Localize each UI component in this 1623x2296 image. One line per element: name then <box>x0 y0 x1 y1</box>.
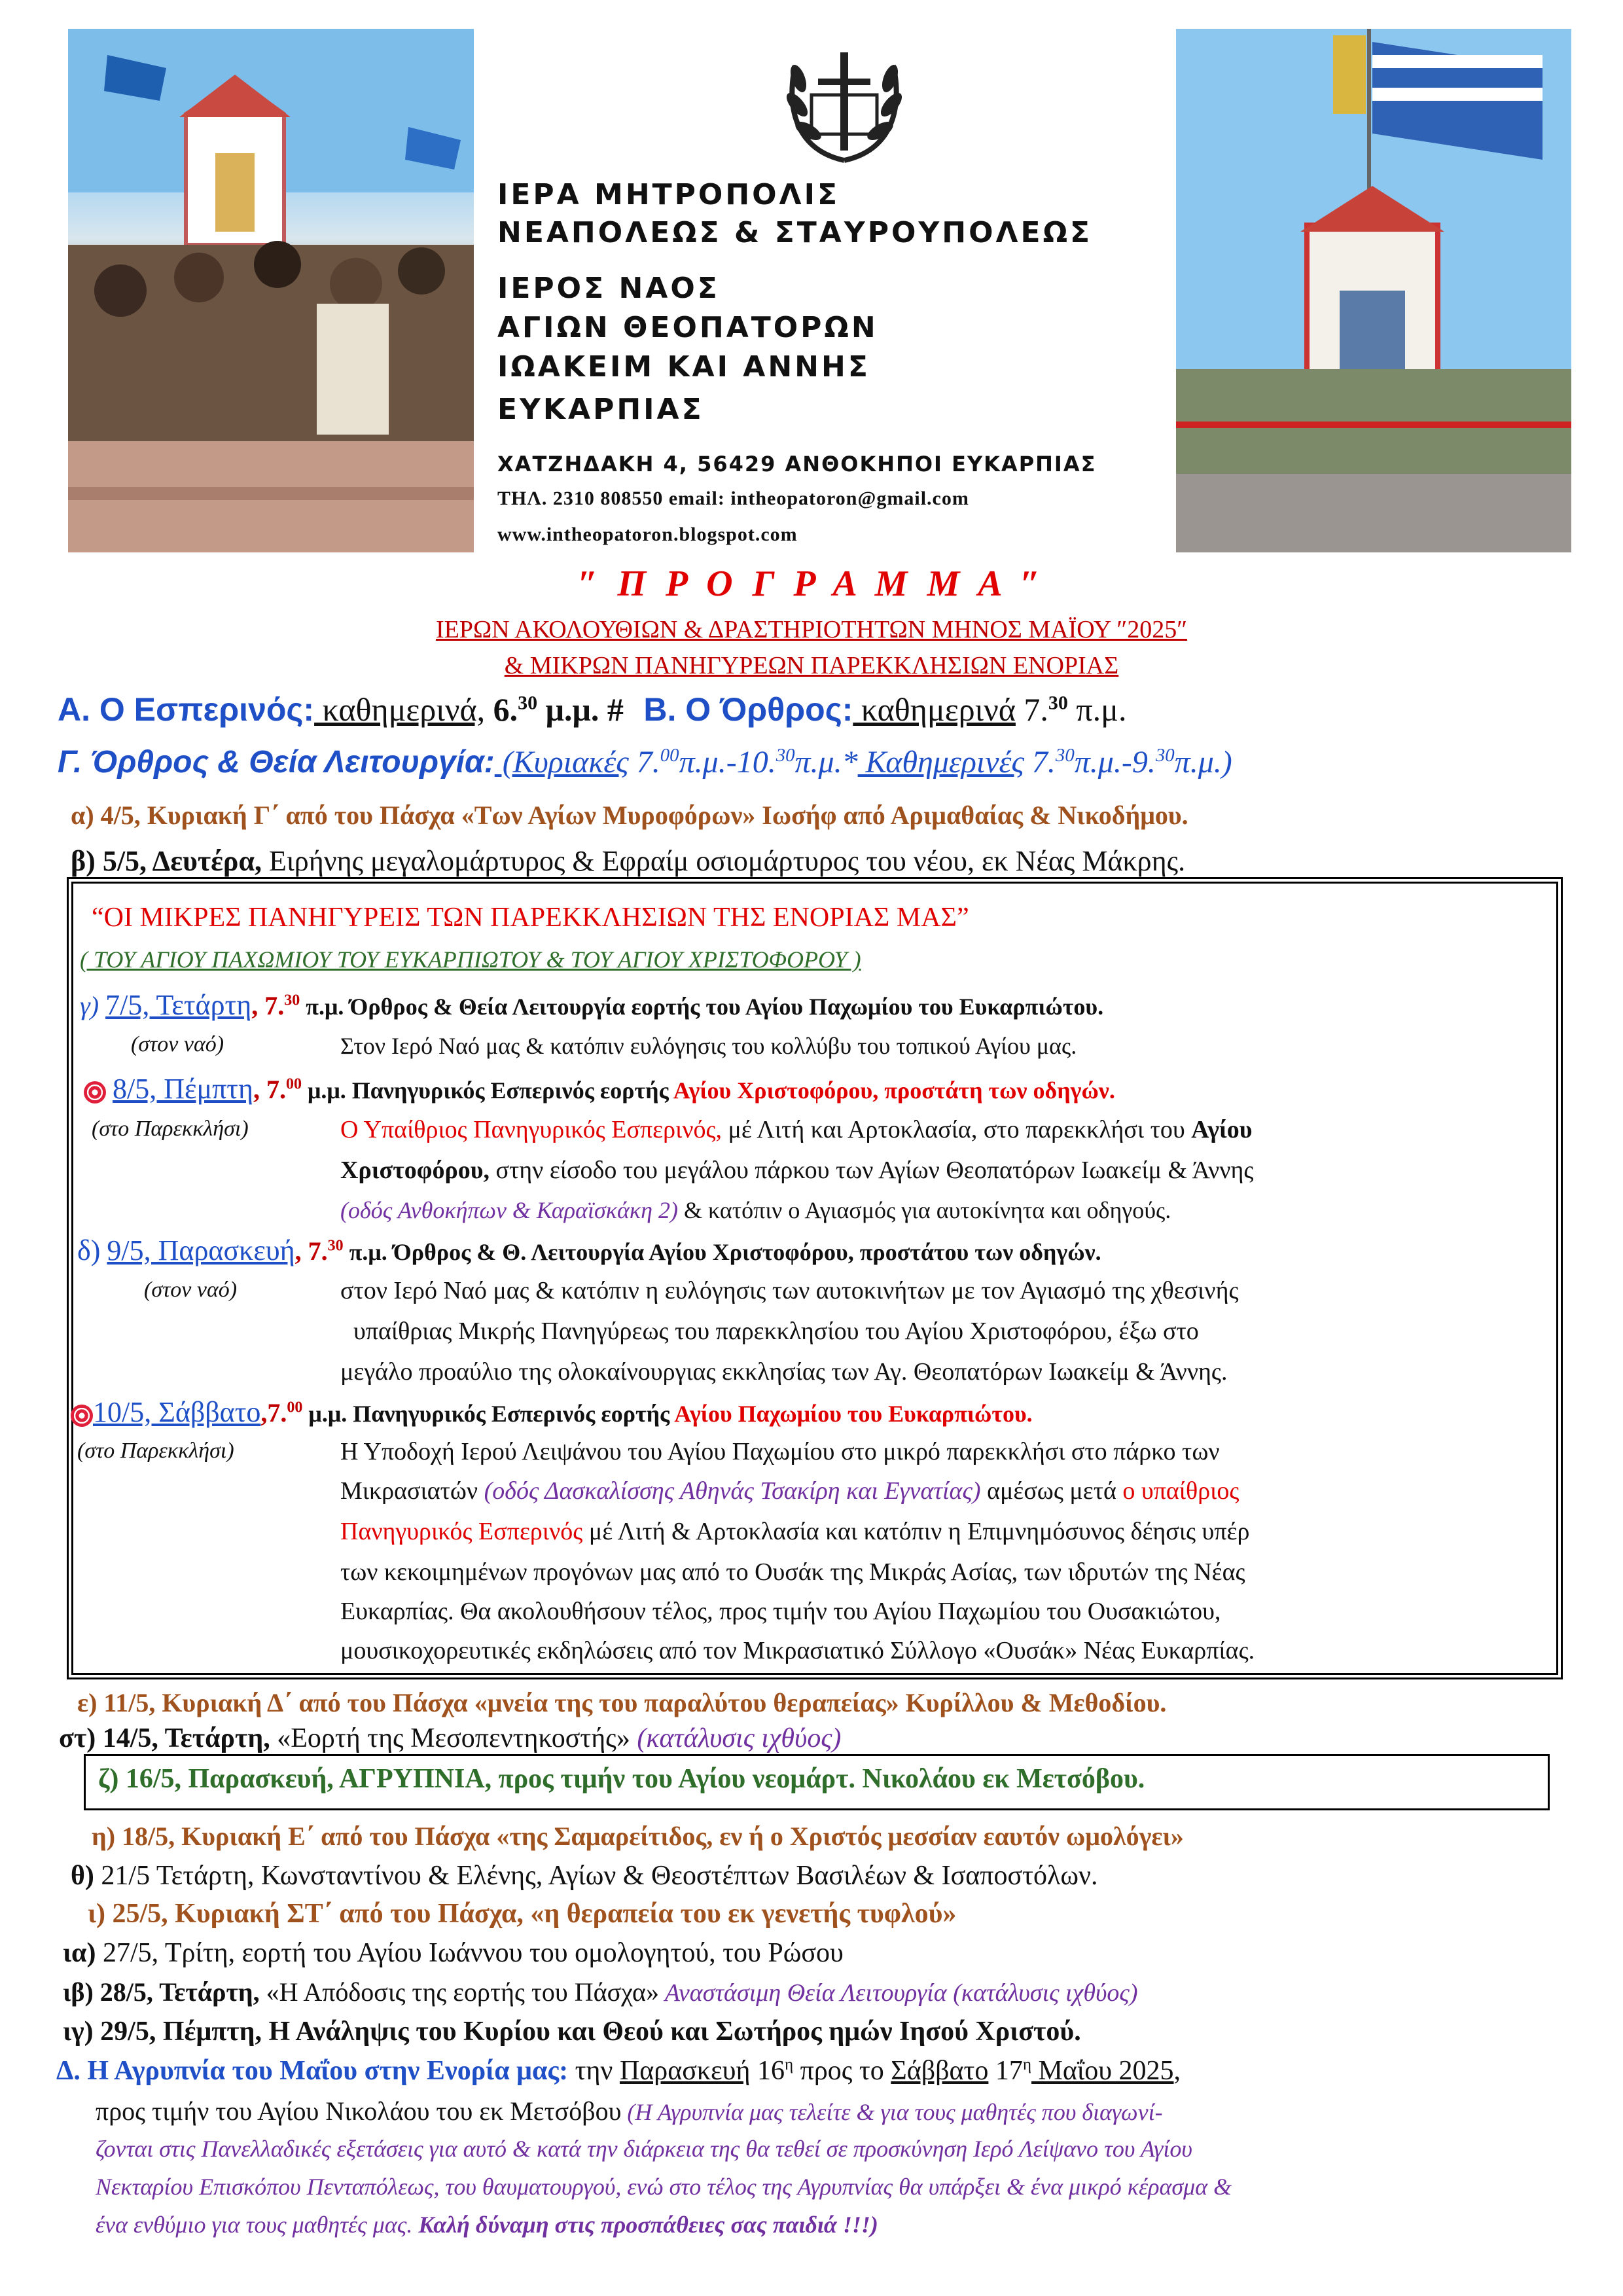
item-i: η) 18/5, Κυριακή Ε΄ από του Πάσχα «της Σαμαρείτιδος, εν ή ο Χριστός μεσσίαν εαυτόν ωμολόγει» <box>92 1821 1184 1851</box>
box-item-d-prefix: δ) <box>77 1234 101 1266</box>
liturgy-time4-sup: 30 <box>1155 745 1175 766</box>
box-item-d-desc1: στον Ιερό Ναό μας & κατόπιν η ευλόγησις των αυτοκινήτων με τον Αγιασμό της χθεσινής <box>340 1277 1239 1304</box>
section-d-line5 <box>96 2211 878 2238</box>
box-item-g-date: 7/5, Τετάρτη <box>105 989 252 1021</box>
liturgy-weekdays: Καθημερινές <box>857 745 1024 780</box>
box-item-saturday-desc6: μουσικοχορευτικές εκδηλώσεις από τον Μικρασιατικό Σύλλογο «Ουσάκ» Νέας Ευκαρπίας. <box>340 1637 1255 1664</box>
orthros-unit: π.μ. <box>1067 691 1127 728</box>
vespers-text: καθημερινά, <box>314 691 486 728</box>
section-d-friday: Παρασκευή <box>619 2056 751 2086</box>
line-vespers-orthros <box>58 691 1126 728</box>
liturgy-time3-sup: 30 <box>1055 745 1075 766</box>
header-org-line1: ΙΕΡΑ ΜΗΤΡΟΠΟΛΙΣ <box>497 178 840 211</box>
box-item-thursday-desc1-text: μέ Λιτή και Αρτοκλασία, στο παρεκκλήσι του <box>722 1116 1192 1143</box>
box-item-thursday-desc1-bold: Αγίου <box>1191 1116 1253 1143</box>
box-item-thursday-desc2-text: στην είσοδο του μεγάλου πάρκου των Αγίων Θεοπατόρων Ιωακείμ & Άννης <box>490 1157 1254 1184</box>
orthros-time-sup: 30 <box>1048 692 1068 714</box>
section-d-saturday: Σάββατο <box>891 2056 989 2086</box>
section-d-t1: την <box>568 2056 620 2086</box>
header-temple-line4: ΕΥΚΑΡΠΙΑΣ <box>497 393 704 426</box>
box-item-thursday-desc1-red: Ο Υπαίθριος Πανηγυρικός Εσπερινός, <box>340 1116 722 1143</box>
program-subtitle-2: & ΜΙΚΡΩΝ ΠΑΝΗΓΥΡΕΩΝ ΠΑΡΕΚΚΛΗΣΙΩΝ ΕΝΟΡΙΑΣ <box>504 652 1119 679</box>
box-item-thursday-time: , 7. <box>253 1075 286 1104</box>
item-e: ε) 11/5, Κυριακή Δ΄ από του Πάσχα «μνεία της του παραλύτου θεραπείας» Κυρίλλου & Μεθοδίου. <box>77 1688 1167 1717</box>
box-item-thursday-place: (στο Παρεκκλήσι) <box>92 1117 249 1141</box>
section-d-line1 <box>56 2055 1181 2087</box>
flower-bullet-icon <box>84 1081 106 1103</box>
box-item-d <box>77 1234 1101 1267</box>
box-item-g-prefix: γ) <box>80 991 99 1020</box>
item-ib-note: Αναστάσιμη Θεία Λειτουργία (κατάλυσις ιχθύος) <box>658 1979 1138 2007</box>
item-st-label: στ) 14/5, Τετάρτη, <box>59 1723 270 1753</box>
liturgy-time2-sup: 30 <box>776 745 795 766</box>
liturgy-sundays: (Κυριακές <box>494 745 629 780</box>
item-b-label: β) 5/5, Δευτέρα, <box>71 845 262 877</box>
vespers-time: 6. <box>485 691 518 728</box>
section-d-line2 <box>96 2096 1163 2126</box>
item-b <box>71 844 1185 878</box>
box-item-saturday-time: ,7. <box>260 1398 287 1427</box>
liturgy-time1-sup: 00 <box>660 745 679 766</box>
box-item-thursday-desc2 <box>340 1156 1253 1185</box>
box-item-thursday-title: μ.μ. Πανηγυρικός Εσπερινός εορτής <box>301 1077 673 1103</box>
box-item-d-time: , 7. <box>294 1236 328 1266</box>
liturgy-time3: 7. <box>1024 745 1056 780</box>
section-d-t3: , <box>1173 2056 1181 2086</box>
item-th-text: 21/5 Τετάρτη, Κωνσταντίνου & Ελένης, Αγίων & Θεοστέπτων Βασιλέων & Ισαποστόλων. <box>94 1861 1098 1891</box>
item-st-text: «Εορτή της Μεσοπεντηκοστής» <box>270 1723 630 1753</box>
liturgy-time1-unit: π.μ.-10. <box>679 745 776 780</box>
box-item-saturday-desc3-red: Πανηγυρικός Εσπερινός <box>340 1518 583 1545</box>
box-item-saturday-desc4: των κεκοιμημένων προγόνων μας από το Ουσάκ της Μικράς Ασίας, των ιδρυτών της Νέας <box>340 1558 1245 1586</box>
box-title: “ΟΙ ΜΙΚΡΕΣ ΠΑΝΗΓΥΡΕΙΣ ΤΩΝ ΠΑΡΕΚΚΛΗΣΙΩΝ ΤΗΣ ΕΝΟΡΙΑΣ ΜΑΣ” <box>92 903 969 933</box>
box-item-d-desc2: υπαίθριας Μικρής Πανηγύρεως του παρεκκλησίου του Αγίου Χριστοφόρου, έξω στο <box>353 1318 1199 1345</box>
item-ib-label: ιβ) 28/5, Τετάρτη, <box>63 1977 260 2007</box>
box-item-saturday-desc3 <box>340 1517 1249 1546</box>
box-item-saturday-desc2a: Μικρασιατών <box>340 1477 484 1505</box>
box-item-thursday <box>84 1072 1115 1105</box>
section-d-line4: Νεκταρίου Επισκόπου Πενταπόλεως, του θαυματουργού, ενώ στο τέλος της Αγρυπνίας θα υπάρξει & ένα μικρό κέρασμα & <box>96 2174 1232 2200</box>
section-d-line3: ζονται στις Πανελλαδικές εξετάσεις για αυτό & κατά την διάρκεια της θα τεθεί σε προσκύνηση Ιερό Λείψανο του Αγίου <box>96 2136 1192 2162</box>
box-item-g-desc: Στον Ιερό Ναό μας & κατόπιν ευλόγησις του κολλύβυ του τοπικού Αγίου μας. <box>340 1033 1077 1059</box>
box-item-saturday <box>71 1395 1033 1429</box>
section-d-s1: η <box>784 2056 794 2073</box>
box-item-saturday-desc3-text: μέ Λιτή & Αρτοκλασία και κατόπιν η Επιμνημόσυνος δέησις υπέρ <box>582 1518 1250 1545</box>
orthros-text: καθημερινά <box>853 691 1016 728</box>
item-io: ι) 25/5, Κυριακή ΣΤ΄ από του Πάσχα, «η θεραπεία του εκ γενετής τυφλού» <box>88 1899 957 1929</box>
vespers-label: Α. Ο Εσπερινός: <box>58 691 315 728</box>
header-temple-line2: ΑΓΙΩΝ ΘΕΟΠΑΤΟΡΩΝ <box>497 311 878 344</box>
item-th <box>71 1860 1097 1892</box>
box-item-thursday-sup: 00 <box>285 1075 302 1093</box>
box-item-g-time: , 7. <box>251 991 285 1020</box>
box-item-d-place: (στον ναό) <box>144 1278 238 1302</box>
program-title: ″ Π Ρ Ο Γ Ρ Α Μ Μ Α ″ <box>577 564 1046 604</box>
header-phone-email: ΤΗΛ. 2310 808550 email: intheopatoron@gmail.com <box>497 488 969 509</box>
section-d-s2: η <box>1022 2056 1032 2073</box>
box-item-thursday-saint: Αγίου Χριστοφόρου, προστάτη των οδηγών. <box>673 1077 1115 1103</box>
section-d-label: Δ. Η Αγρυπνία του Μαΐου στην Ενορία μας: <box>56 2056 569 2086</box>
item-ib <box>63 1977 1138 2007</box>
section-d-l5: ένα ενθύμιο για τους μαθητές μας. <box>96 2212 413 2238</box>
church-emblem-icon <box>772 39 916 170</box>
flower-bullet-icon <box>71 1405 93 1427</box>
liturgy-label: Γ. Όρθρος & Θεία Λειτουργία: <box>58 745 495 780</box>
box-item-thursday-date: 8/5, Πέμπτη <box>113 1073 253 1105</box>
box-item-d-sup: 30 <box>327 1237 344 1255</box>
vespers-time-sup: 30 <box>518 692 538 714</box>
box-item-thursday-desc3-street: (οδός Ανθοκήπων & Καραϊσκάκη 2) <box>340 1197 679 1223</box>
line-liturgy <box>58 744 1232 780</box>
box-item-saturday-saint: Αγίου Παχωμίου του Ευκαρπιώτου. <box>674 1401 1033 1427</box>
program-subtitle-1: ΙΕΡΩΝ ΑΚΟΛΟΥΘΙΩΝ & ΔΡΑΣΤΗΡΙΟΤΗΤΩΝ ΜΗΝΟΣ ΜΑΪΟΥ ″2025″ <box>435 616 1188 643</box>
photo-festival-crowd <box>68 29 474 552</box>
section-d-n1: 16 <box>750 2056 785 2086</box>
box-item-saturday-title: μ.μ. Πανηγυρικός Εσπερινός εορτής <box>302 1401 675 1427</box>
box-item-saturday-desc2b: αμέσως μετά <box>980 1477 1123 1505</box>
section-d-n2: 17 <box>988 2056 1023 2086</box>
header-temple-line1: ΙΕΡΟΣ ΝΑΟΣ <box>497 272 720 305</box>
orthros-time: 7. <box>1015 691 1048 728</box>
item-ia <box>63 1937 844 1969</box>
box-item-thursday-desc2-bold: Χριστοφόρου, <box>340 1157 490 1184</box>
item-th-label: θ) <box>71 1861 94 1891</box>
vespers-unit: μ.μ. # <box>537 691 624 728</box>
box-item-saturday-desc2 <box>340 1477 1239 1505</box>
header-website: www.intheopatoron.blogspot.com <box>497 524 798 545</box>
box-item-thursday-desc3-text: & κατόπιν ο Αγιασμός για αυτοκίνητα και οδηγούς. <box>678 1197 1171 1223</box>
section-d-month: Μαΐου 2025 <box>1031 2056 1174 2086</box>
item-ia-label: ια) <box>63 1938 96 1968</box>
box-item-g-place: (στον ναό) <box>131 1032 224 1056</box>
box-item-d-date: 9/5, Παρασκευή <box>107 1234 295 1266</box>
item-a: α) 4/5, Κυριακή Γ΄ από του Πάσχα «Των Αγίων Μυροφόρων» Ιωσήφ από Αριμαθαίας & Νικοδήμου. <box>71 800 1188 830</box>
liturgy-time2-unit: π.μ.* <box>794 745 858 780</box>
header-temple-line3: ΙΩΑΚΕΙΜ ΚΑΙ ΑΝΝΗΣ <box>497 350 870 384</box>
box-item-thursday-desc1 <box>340 1115 1253 1144</box>
item-ib-text: «Η Απόδοσις της εορτής του Πάσχα» <box>259 1977 659 2007</box>
item-ia-text: 27/5, Τρίτη, εορτή του Αγίου Ιωάννου του ομολογητού, του Ρώσου <box>96 1938 844 1968</box>
box-item-saturday-date: 10/5, Σάββατο <box>93 1396 261 1428</box>
box-item-saturday-street: (οδός Δασκαλίσσης Αθηνάς Τσακίρη και Εγνατίας) <box>484 1477 981 1505</box>
item-b-text: Ειρήνης μεγαλομάρτυρος & Εφραίμ οσιομάρτυρος του νέου, εκ Νέας Μάκρης. <box>262 845 1186 877</box>
box-item-d-title: π.μ. Όρθρος & Θ. Λειτουργία Αγίου Χριστοφόρου, προστάτου των οδηγών. <box>343 1239 1101 1265</box>
section-d-l5-bold: Καλή δύναμη στις προσπάθειες σας παιδιά !!!) <box>412 2212 878 2238</box>
section-d-t2: προς το <box>793 2056 891 2086</box>
orthros-label: Β. Ο Όρθρος: <box>643 691 853 728</box>
header-address: ΧΑΤΖΗΔΑΚΗ 4, 56429 ΑΝΘΟΚΗΠΟΙ ΕΥΚΑΡΠΙΑΣ <box>497 452 1097 476</box>
header-org-line2: ΝΕΑΠΟΛΕΩΣ & ΣΤΑΥΡΟΥΠΟΛΕΩΣ <box>497 216 1093 249</box>
box-item-g-sup: 30 <box>284 992 300 1009</box>
section-d-l2: προς τιμήν του Αγίου Νικολάου του εκ Μετσόβου <box>96 2096 622 2126</box>
liturgy-time4-unit: π.μ.) <box>1174 745 1232 780</box>
section-d-l2-note: (Η Αγρυπνία μας τελείτε & για τους μαθητές που διαγωνί- <box>621 2099 1163 2125</box>
box-item-saturday-place: (στο Παρεκκλήσι) <box>77 1439 234 1463</box>
liturgy-time1: 7. <box>628 745 660 780</box>
box-item-g-title: π.μ. Όρθρος & Θεία Λειτουργία εορτής του Αγίου Παχωμίου του Ευκαρπιώτου. <box>300 994 1104 1020</box>
box-item-d-desc3: μεγάλο προαύλιο της ολοκαίνουργιας εκκλησίας των Αγ. Θεοπατόρων Ιωακείμ & Άννης. <box>340 1358 1228 1386</box>
item-st <box>59 1723 841 1754</box>
box-item-thursday-desc3 <box>340 1196 1171 1224</box>
liturgy-time3-unit: π.μ.-9. <box>1074 745 1156 780</box>
box-item-saturday-sup: 00 <box>287 1399 303 1416</box>
item-z: ζ) 16/5, Παρασκευή, ΑΓΡΥΠΝΙΑ, προς τιμήν του Αγίου νεομάρτ. Νικολάου εκ Μετσόβου. <box>98 1764 1145 1794</box>
box-item-saturday-desc1: Η Υποδοχή Ιερού Λειψάνου του Αγίου Παχωμίου στο μικρό παρεκκλήσι στο πάρκο των <box>340 1438 1220 1465</box>
box-item-saturday-desc2-red: ο υπαίθριος <box>1122 1477 1240 1505</box>
photo-chapel <box>1176 29 1571 552</box>
box-item-g <box>80 988 1103 1022</box>
item-ig: ιγ) 29/5, Πέμπτη, Η Ανάληψις του Κυρίου και Θεού και Σωτήρος ημών Ιησού Χριστού. <box>63 2017 1081 2047</box>
box-subtitle: ( ΤΟΥ ΑΓΙΟΥ ΠΑΧΩΜΙΟΥ ΤΟΥ ΕΥΚΑΡΠΙΩΤΟΥ & ΤΟΥ ΑΓΙΟΥ ΧΡΙΣΤΟΦΟΡΟΥ ) <box>80 946 861 973</box>
box-item-saturday-desc5: Ευκαρπίας. Θα ακολουθήσουν τέλος, προς τιμήν του Αγίου Παχωμίου του Ουσακιώτου, <box>340 1598 1221 1625</box>
item-st-note: (κατάλυσις ιχθύος) <box>630 1723 842 1753</box>
